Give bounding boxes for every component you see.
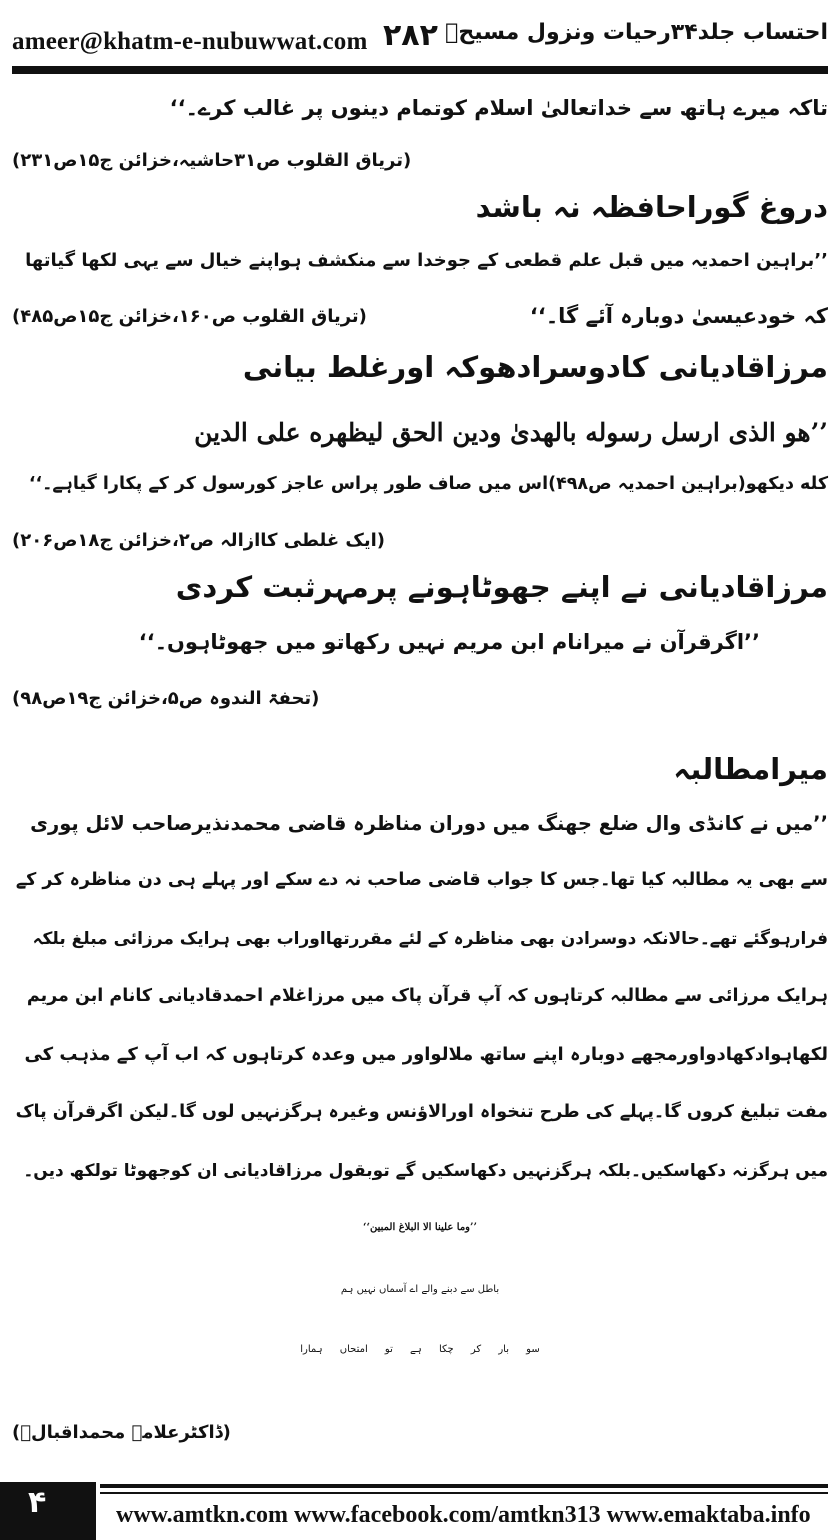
text-line-1: تاکہ میرے ہاتھ سے خداتعالیٰ اسلام کوتمام دینوں پر غالب کرے۔‘‘ bbox=[169, 96, 828, 120]
footer-page-box bbox=[0, 1482, 96, 1540]
section-heading-2: مرزاقادیانی کادوسرادھوکہ اورغلط بیانی bbox=[242, 350, 828, 384]
section-heading-3: مرزاقادیانی نے اپنے جھوٹاہونے پرمہرثبت کردی bbox=[175, 570, 828, 604]
section-heading-1: دروغ گوراحافظہ نہ باشد bbox=[475, 190, 828, 224]
text-line-5: ’’اگرقرآن نے میرانام ابن مریم نہیں رکھاتو میں جھوٹاہوں۔‘‘ bbox=[138, 630, 760, 654]
paragraph-line-3: فرارہوگئے تھے۔حالانکہ دوسرادن بھی مناظرہ کے لئے مقررتھااوراب بھی ہرایک مرزائی مبلغ بلکہ bbox=[32, 929, 828, 949]
footer-rule-thin bbox=[100, 1492, 828, 1494]
reference-2: (تریاق القلوب ص۱۶۰،خزائن ج۱۵ص۴۸۵) bbox=[12, 306, 367, 327]
header-volume-title: احتساب جلد۳۴رحیات ونزول مسیحؑ bbox=[445, 20, 828, 45]
header-divider bbox=[12, 66, 828, 74]
arabic-verse: ’’هو الذی ارسل رسوله بالهدیٰ ودین الحق لیظهره علی الدین bbox=[194, 418, 828, 447]
footer-page-marker: ۴ bbox=[28, 1485, 47, 1520]
paragraph-line-2: سے بھی یہ مطالبہ کیا تھا۔جس کا جواب قاضی صاحب نہ دے سکے اور پہلے ہی دن مناظرہ کر کے bbox=[15, 870, 828, 890]
header-email: ameer@khatm-e-nubuwwat.com bbox=[12, 28, 368, 55]
reference-4: (تحفۃ الندوہ ص۵،خزائن ج۱۹ص۹۸) bbox=[12, 688, 320, 709]
reference-3: (ایک غلطی کاازالہ ص۲،خزائن ج۱۸ص۲۰۶) bbox=[12, 530, 386, 551]
poem-line-2: سو بار کر چکا ہے تو امتحاں ہمارا bbox=[300, 1344, 540, 1355]
closing-arabic: ’’وما علینا الا البلاغ المبین‘‘ bbox=[363, 1222, 477, 1233]
header-page-number: ۲۸۲ bbox=[383, 18, 438, 53]
text-line-3: کہ خودعیسیٰ دوبارہ آئے گا۔‘‘ bbox=[529, 304, 828, 328]
paragraph-line-1: ’’میں نے کانڈی وال ضلع جھنگ میں دوران مناظرہ قاضی محمدنذیرصاحب لائل پوری bbox=[30, 812, 828, 835]
poet-signature: (ڈاکٹرعلامہ محمداقبالؒ) bbox=[12, 1422, 231, 1443]
section-heading-4: میرامطالبہ bbox=[673, 752, 828, 786]
reference-1: (تریاق القلوب ص۳۱حاشیہ،خزائن ج۱۵ص۲۳۱) bbox=[12, 150, 412, 171]
footer-rule-thick bbox=[100, 1484, 828, 1488]
footer-links[interactable]: www.amtkn.com www.facebook.com/amtkn313 www.emaktaba.info bbox=[116, 1502, 811, 1528]
text-line-2: ’’براہین احمدیہ میں قبل علم قطعی کے جوخدا سے منکشف ہواپنے خیال سے یہی لکھا گیاتھا bbox=[25, 250, 828, 271]
paragraph-line-6: مفت تبلیغ کروں گا۔پہلے کی طرح تنخواہ اورالاؤنس وغیرہ ہرگزنہیں لوں گا۔لیکن اگرقرآن پاک bbox=[15, 1102, 828, 1122]
paragraph-line-7: میں ہرگزنہ دکھاسکیں۔بلکہ ہرگزنہیں دکھاسکیں گے توبقول مرزاقادیانی ان کوجھوٹا تولکھ دیں۔ bbox=[23, 1161, 828, 1181]
paragraph-line-4: ہرایک مرزائی سے مطالبہ کرتاہوں کہ آپ قرآن پاک میں مرزاغلام احمدقادیانی کانام ابن مریم bbox=[26, 986, 828, 1006]
text-line-4: کله دیکھو(براہین احمدیہ ص۴۹۸)اس میں صاف طور پراس عاجز کورسول کر کے پکارا گیاہے۔‘‘ bbox=[28, 474, 828, 494]
poem-line-1: باطل سے دبنے والے اے آسماں نہیں ہم bbox=[340, 1284, 500, 1295]
paragraph-line-5: لکھاہوادکھادواورمجھے دوبارہ اپنے ساتھ ملالواور میں وعدہ کرتاہوں کہ اب آپ کے مذہب کی bbox=[24, 1044, 828, 1065]
